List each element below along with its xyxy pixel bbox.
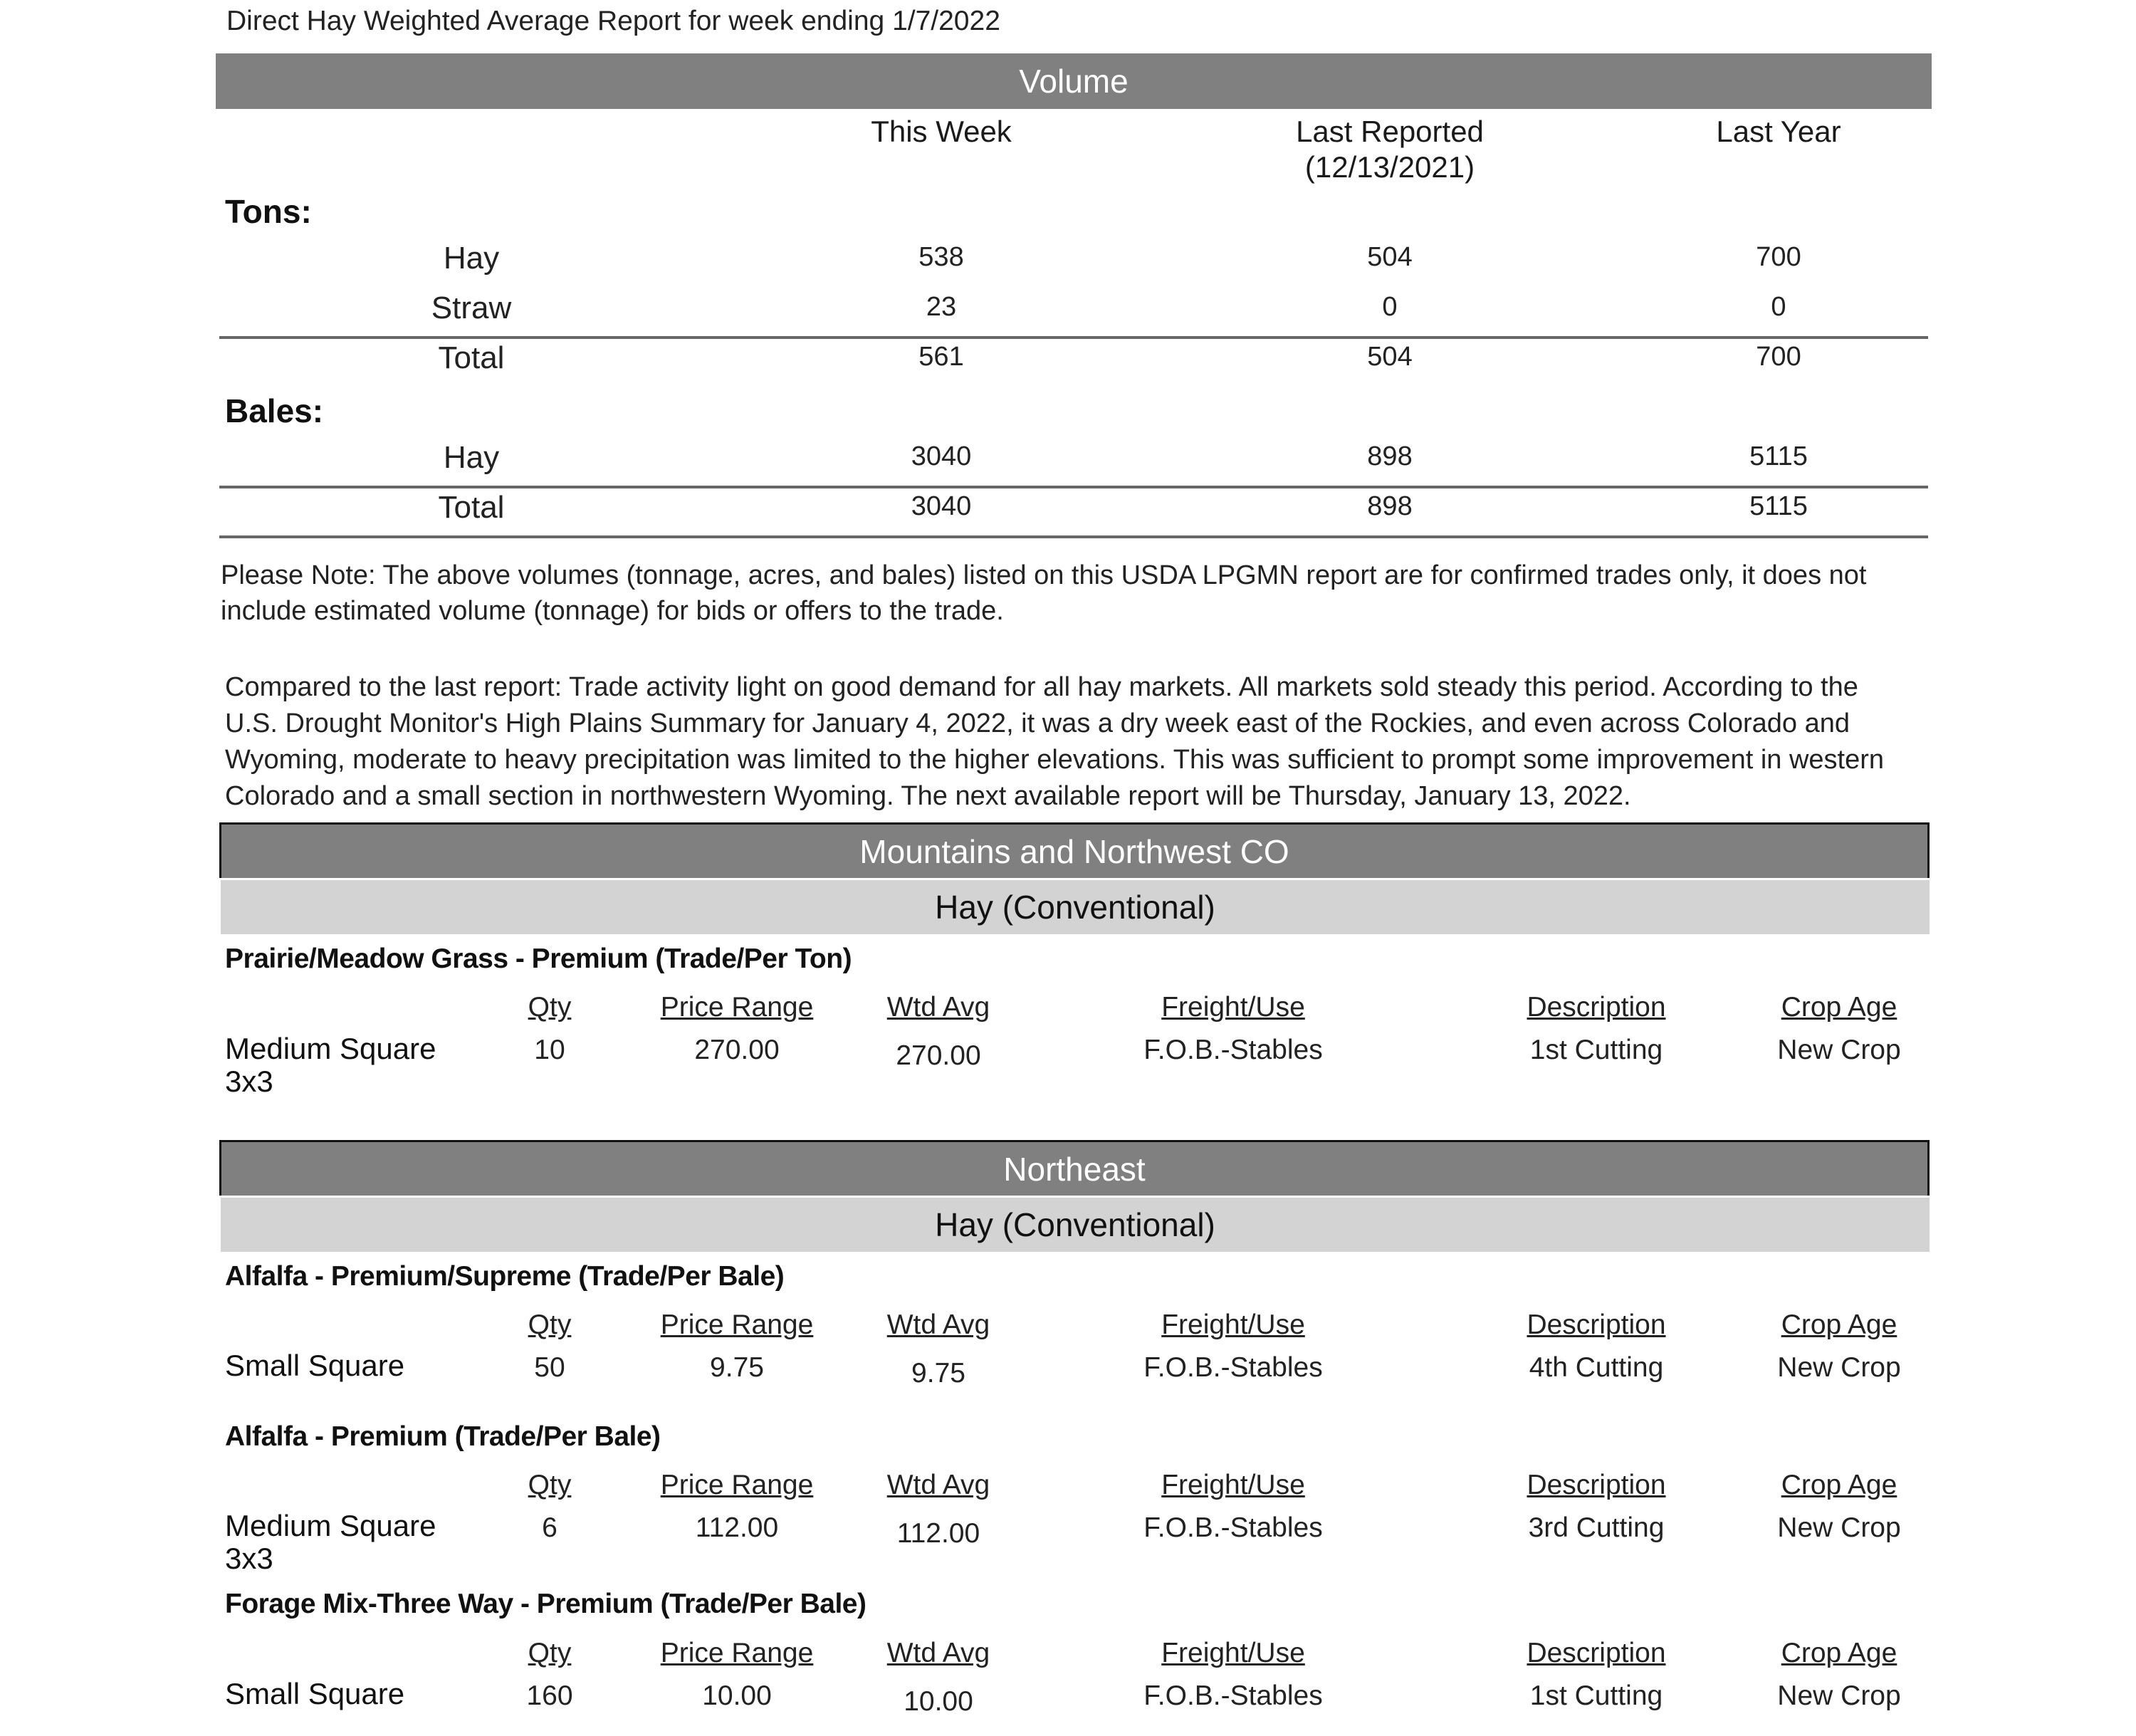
volume-header: Volume bbox=[216, 53, 1932, 109]
bales-total-last-year: 5115 bbox=[1749, 491, 1808, 521]
volume-bottom-rule bbox=[219, 535, 1928, 538]
tons-row-label: Hay bbox=[443, 241, 500, 276]
bales-label: Bales: bbox=[225, 392, 324, 429]
package-size: 3x3 bbox=[225, 1542, 273, 1575]
tons-total-this-week: 561 bbox=[918, 342, 964, 372]
summary-line: U.S. Drought Monitor's High Plains Summary for January 4, 2022, it was a dry week east of the Rockies, and even across Colorado and bbox=[225, 708, 1850, 738]
package-size: 3x3 bbox=[225, 1065, 273, 1098]
cell-wtd-avg: 9.75 bbox=[911, 1358, 965, 1389]
cell-freight: F.O.B.-Stables bbox=[1143, 1352, 1323, 1383]
region-subheader: Hay (Conventional) bbox=[221, 880, 1930, 934]
package-name: Small Square bbox=[225, 1677, 405, 1710]
tons-straw-last-year: 0 bbox=[1771, 292, 1786, 322]
th-crop-age: Crop Age bbox=[1781, 1470, 1897, 1500]
cell-description: 3rd Cutting bbox=[1528, 1512, 1665, 1543]
bales-divider bbox=[219, 486, 1928, 488]
th-price-range: Price Range bbox=[660, 1309, 814, 1340]
th-crop-age: Crop Age bbox=[1781, 1309, 1897, 1340]
tons-straw-this-week: 23 bbox=[926, 292, 957, 322]
summary-line: Wyoming, moderate to heavy precipitation was limited to the higher elevations. This was sufficient to prompt some improvement in western bbox=[225, 745, 1885, 775]
category-title: Alfalfa - Premium/Supreme (Trade/Per Bale) bbox=[225, 1261, 785, 1292]
region-subheader: Hay (Conventional) bbox=[221, 1198, 1930, 1252]
bales-total-last-reported: 898 bbox=[1367, 491, 1413, 521]
tons-hay-last-reported: 504 bbox=[1367, 242, 1413, 272]
tons-hay-last-year: 700 bbox=[1756, 242, 1801, 272]
cell-qty: 50 bbox=[534, 1352, 565, 1383]
cell-crop-age: New Crop bbox=[1777, 1035, 1901, 1065]
note-line: Please Note: The above volumes (tonnage, acres, and bales) listed on this USDA LPGMN report are for confirmed trades only, it does not bbox=[221, 560, 1867, 590]
th-price-range: Price Range bbox=[660, 1638, 814, 1668]
cell-qty: 10 bbox=[534, 1035, 565, 1065]
package-name: Small Square bbox=[225, 1349, 405, 1382]
th-wtd-avg: Wtd Avg bbox=[886, 992, 990, 1023]
bales-hay-this-week: 3040 bbox=[911, 441, 972, 471]
cell-price-range: 270.00 bbox=[694, 1035, 780, 1065]
col-last-reported-line2: (12/13/2021) bbox=[1304, 150, 1475, 184]
col-last-reported bbox=[1240, 114, 1539, 185]
tons-row-label: Straw bbox=[431, 291, 512, 325]
cell-price-range: 9.75 bbox=[710, 1352, 764, 1383]
tons-straw-last-reported: 0 bbox=[1382, 292, 1398, 322]
cell-crop-age: New Crop bbox=[1777, 1352, 1901, 1383]
th-description: Description bbox=[1527, 1309, 1666, 1340]
cell-description: 4th Cutting bbox=[1529, 1352, 1664, 1383]
tons-total-last-year: 700 bbox=[1756, 342, 1801, 372]
package-name: Medium Square bbox=[225, 1509, 436, 1542]
col-last-year: Last Year bbox=[1716, 115, 1841, 148]
th-freight: Freight/Use bbox=[1161, 1470, 1305, 1500]
bales-row-label: Total bbox=[438, 490, 505, 525]
cell-wtd-avg: 112.00 bbox=[896, 1518, 980, 1549]
report-title: Direct Hay Weighted Average Report for week ending 1/7/2022 bbox=[226, 6, 1000, 36]
th-price-range: Price Range bbox=[660, 1470, 814, 1500]
tons-divider bbox=[219, 336, 1928, 339]
cell-price-range: 10.00 bbox=[702, 1680, 772, 1711]
col-this-week: This Week bbox=[871, 115, 1012, 148]
bales-hay-last-reported: 898 bbox=[1367, 441, 1413, 471]
th-description: Description bbox=[1527, 1470, 1666, 1500]
cell-crop-age: New Crop bbox=[1777, 1680, 1901, 1711]
th-wtd-avg: Wtd Avg bbox=[886, 1470, 990, 1500]
tons-label: Tons: bbox=[225, 193, 312, 230]
bales-total-this-week: 3040 bbox=[911, 491, 972, 521]
cell-qty: 160 bbox=[526, 1680, 573, 1711]
th-freight: Freight/Use bbox=[1161, 1309, 1305, 1340]
cell-description: 1st Cutting bbox=[1529, 1035, 1663, 1065]
bales-hay-last-year: 5115 bbox=[1749, 441, 1808, 471]
cell-qty: 6 bbox=[542, 1512, 557, 1543]
note-line: include estimated volume (tonnage) for bids or offers to the trade. bbox=[221, 596, 1004, 626]
cell-freight: F.O.B.-Stables bbox=[1143, 1680, 1323, 1711]
th-wtd-avg: Wtd Avg bbox=[886, 1638, 990, 1668]
cell-freight: F.O.B.-Stables bbox=[1143, 1035, 1323, 1065]
col-last-reported-line1: Last Reported bbox=[1296, 115, 1484, 148]
th-description: Description bbox=[1527, 1638, 1666, 1668]
th-qty: Qty bbox=[528, 1309, 572, 1340]
th-qty: Qty bbox=[528, 992, 572, 1023]
th-crop-age: Crop Age bbox=[1781, 992, 1897, 1023]
th-freight: Freight/Use bbox=[1161, 1638, 1305, 1668]
region-header-mountains: Mountains and Northwest CO bbox=[219, 822, 1930, 878]
cell-description: 1st Cutting bbox=[1529, 1680, 1663, 1711]
th-wtd-avg: Wtd Avg bbox=[886, 1309, 990, 1340]
cell-wtd-avg: 270.00 bbox=[896, 1040, 981, 1071]
th-qty: Qty bbox=[528, 1470, 572, 1500]
th-freight: Freight/Use bbox=[1161, 992, 1305, 1023]
summary-line: Colorado and a small section in northwestern Wyoming. The next available report will be Thursday, January 13, 2022. bbox=[225, 781, 1631, 811]
tons-row-label: Total bbox=[438, 340, 505, 375]
region-header-northeast: Northeast bbox=[219, 1140, 1930, 1196]
tons-total-last-reported: 504 bbox=[1367, 342, 1413, 372]
market-summary bbox=[225, 669, 1934, 815]
cell-wtd-avg: 10.00 bbox=[904, 1686, 973, 1717]
volume-note bbox=[221, 558, 1930, 629]
tons-hay-this-week: 538 bbox=[918, 242, 964, 272]
cell-freight: F.O.B.-Stables bbox=[1143, 1512, 1323, 1543]
bales-row-label: Hay bbox=[443, 440, 500, 475]
cell-crop-age: New Crop bbox=[1777, 1512, 1901, 1543]
cell-price-range: 112.00 bbox=[695, 1512, 779, 1543]
category-title: Forage Mix-Three Way - Premium (Trade/Per Bale) bbox=[225, 1589, 867, 1619]
th-price-range: Price Range bbox=[660, 992, 814, 1023]
category-title: Alfalfa - Premium (Trade/Per Bale) bbox=[225, 1421, 661, 1452]
summary-line: Compared to the last report: Trade activity light on good demand for all hay markets. All markets sold steady this period. According to the bbox=[225, 672, 1858, 702]
th-crop-age: Crop Age bbox=[1781, 1638, 1897, 1668]
package-name: Medium Square bbox=[225, 1032, 436, 1065]
th-qty: Qty bbox=[528, 1638, 572, 1668]
th-description: Description bbox=[1527, 992, 1666, 1023]
category-title: Prairie/Meadow Grass - Premium (Trade/Per Ton) bbox=[225, 943, 852, 974]
